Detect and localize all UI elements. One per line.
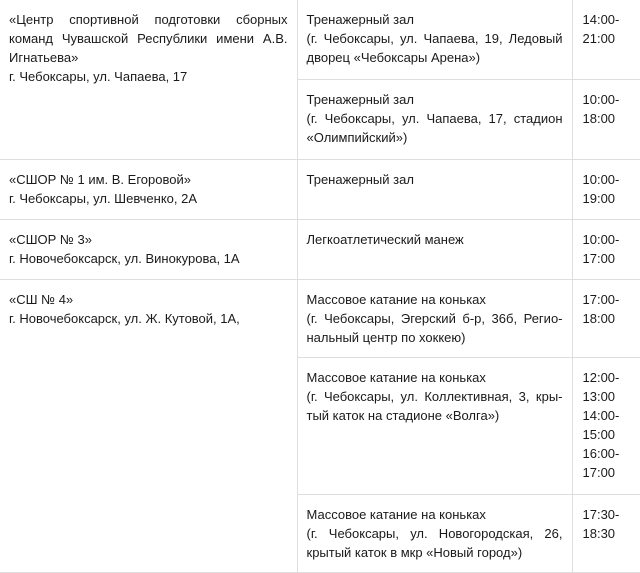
hours-line: 10:00-: [582, 231, 620, 247]
hours-line: 19:00: [582, 190, 616, 206]
hours-cell: [572, 494, 640, 572]
facility-name: Тренажерный зал: [306, 171, 414, 187]
hours-line: 14:00-: [582, 12, 620, 27]
facility-name: Массовое катание на коньках: [306, 506, 486, 522]
facility-cell: [297, 219, 572, 279]
facility-name: Тренажерный зал: [306, 91, 414, 107]
hours-line: 17:00-: [582, 291, 620, 307]
facility-address: (г. Чебоксары, Эгерский б-р, 36б, Регио-нальный центр по хоккею): [306, 310, 563, 345]
hours-line: 14:00-: [582, 407, 620, 423]
table-row: [0, 0, 640, 79]
hours-cell: [572, 159, 640, 219]
facility-cell: [297, 0, 572, 79]
hours-cell: [572, 279, 640, 357]
facility-cell: [297, 494, 572, 572]
hours-line: 18:30: [582, 525, 616, 541]
hours-line: 10:00-: [582, 91, 620, 107]
hours-line: 17:30-: [582, 506, 620, 522]
organization-name: «СШОР № 1 им. В. Егоровой»: [9, 171, 191, 187]
hours-line: 17:00: [582, 464, 616, 480]
hours-cell: [572, 79, 640, 159]
facility-address: (г. Чебоксары, ул. Коллективная, 3, кры-тый каток на стадионе «Волга»): [306, 388, 563, 423]
hours-cell: [572, 0, 640, 79]
facility-name: Легкоатлетический манеж: [306, 231, 464, 247]
facility-address: (г. Чебоксары, ул. Новогородская, 26, крытый каток в мкр «Новый город»): [306, 525, 563, 560]
organization-cell: [0, 219, 297, 279]
organization-cell: [0, 279, 297, 572]
facility-cell: [297, 79, 572, 159]
hours-line: 17:00: [582, 250, 616, 266]
organization-address: г. Новочебоксарск, ул. Ж. Кутовой, 1А,: [9, 310, 240, 326]
facility-name: Массовое катание на коньках: [306, 369, 486, 385]
facility-name: Массовое катание на коньках: [306, 291, 486, 307]
organization-address: г. Чебоксары, ул. Шевченко, 2А: [9, 190, 198, 206]
hours-line: 21:00: [582, 31, 616, 46]
facility-name: Тренажерный зал: [306, 12, 414, 27]
organization-cell: [0, 0, 297, 159]
organization-name: «СШОР № 3»: [9, 231, 92, 247]
organization-cell: [0, 159, 297, 219]
table-row: [0, 219, 640, 279]
hours-line: 18:00: [582, 310, 616, 326]
facility-cell: [297, 357, 572, 494]
facility-address: (г. Чебоксары, ул. Чапаева, 17, стадион «Олимпийский»): [306, 110, 563, 145]
hours-cell: [572, 219, 640, 279]
hours-line: 12:00-: [582, 369, 620, 385]
table-row: [0, 159, 640, 219]
hours-line: 18:00: [582, 110, 616, 126]
organization-address: г. Новочебоксарск, ул. Винокурова, 1А: [9, 250, 240, 266]
hours-line: 10:00-: [582, 171, 620, 187]
hours-line: 15:00: [582, 426, 616, 442]
organization-name: «Центр спортивной подготовки сборных команд Чувашской Республики имени А.В. Игнатьева»: [9, 12, 288, 65]
facility-cell: [297, 279, 572, 357]
organization-name: «СШ № 4»: [9, 291, 74, 307]
hours-line: 16:00-: [582, 445, 620, 461]
hours-cell: [572, 357, 640, 494]
organization-address: г. Чебоксары, ул. Чапаева, 17: [9, 69, 188, 84]
hours-line: 13:00: [582, 388, 616, 404]
facility-cell: [297, 159, 572, 219]
table-row: [0, 279, 640, 357]
facility-address: (г. Чебоксары, ул. Чапаева, 19, Ледовый дворец «Чебоксары Арена»): [306, 31, 563, 65]
